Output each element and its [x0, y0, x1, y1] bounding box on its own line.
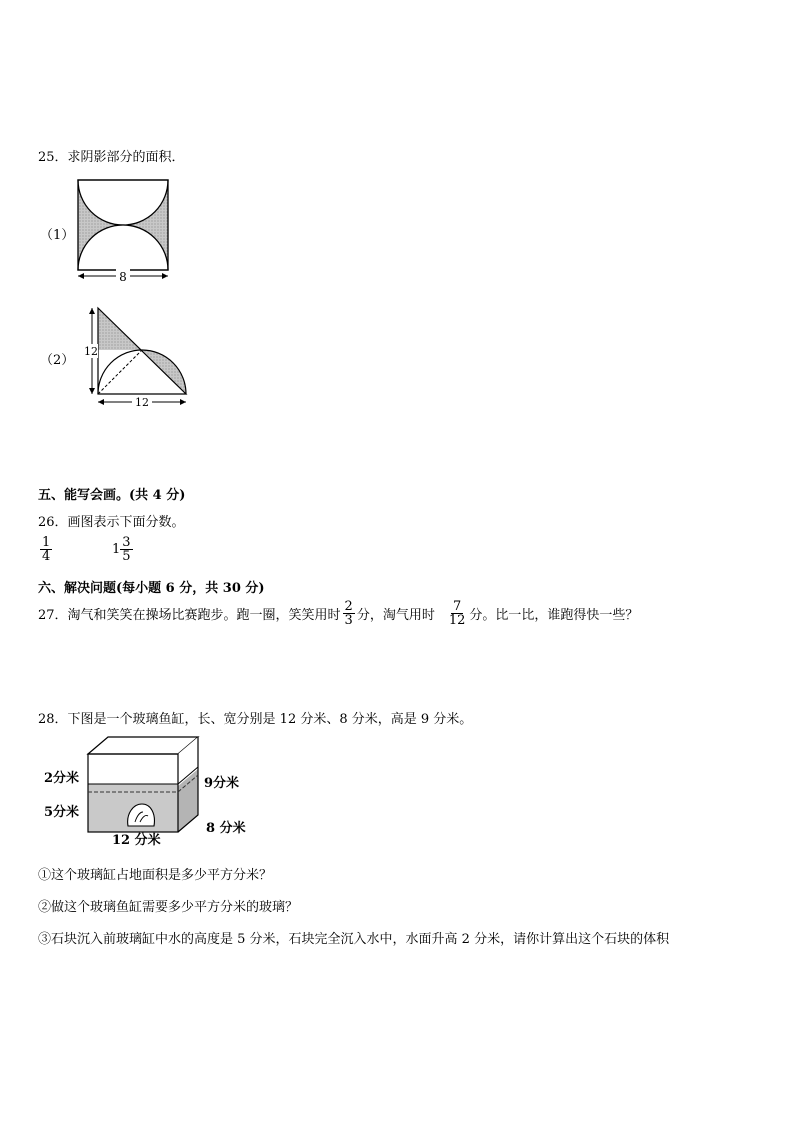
frac2-denominator: 5	[122, 549, 131, 564]
q27-frac2-numerator: 7	[452, 599, 462, 614]
q28-sub1: ①这个玻璃缸占地面积是多少平方分米？	[38, 868, 273, 883]
frac2-whole: 1	[112, 542, 121, 557]
q27-frac1-denominator: 3	[344, 613, 353, 628]
section6-title: 六、解决问题(每小题 6 分，共 30 分)	[38, 581, 265, 596]
shaded-figure-1	[70, 172, 180, 287]
q27-part1: 27．淘气和笑笑在操场比赛跑步。跑一圈，笑笑用时	[38, 608, 341, 623]
frac1-numerator: 1	[42, 535, 51, 550]
fig2-label: （2）	[40, 353, 75, 368]
q26-title: 26．画图表示下面分数。	[38, 515, 185, 530]
frac1-denominator: 4	[42, 549, 51, 564]
q28-title: 28．下图是一个玻璃鱼缸，长、宽分别是 12 分米、8 分米，高是 9 分米。	[38, 712, 473, 727]
q28-sub2: ②做这个玻璃鱼缸需要多少平方分米的玻璃？	[38, 900, 299, 915]
q28-sub3: ③石块沉入前玻璃缸中水的高度是 5 分米，石块完全沉入水中，水面升高 2 分米，请你计算出这个石块的体积	[38, 932, 670, 947]
fig1-width-label: 8	[119, 270, 127, 284]
q25-title: 25．求阴影部分的面积．	[38, 150, 185, 165]
section5-title: 五、能写会画。(共 4 分)	[38, 488, 186, 503]
frac2-numerator: 3	[122, 535, 131, 550]
label-2dm: 2分米	[44, 771, 80, 786]
fig1-label: （1）	[40, 228, 75, 243]
q27-frac1-numerator: 2	[344, 599, 353, 614]
q27-part2: 分，淘气用时	[356, 608, 435, 623]
q27-part3: 分。比一比，谁跑得快一些？	[469, 608, 639, 623]
fig2-width-label: 12	[135, 396, 149, 409]
q27-text	[38, 600, 638, 627]
label-9dm: 9分米	[204, 776, 240, 791]
fish-tank-figure	[40, 732, 260, 850]
fig2-height-label: 12	[84, 345, 98, 358]
label-8dm: 8 分米	[206, 821, 246, 836]
q26-fraction-1	[40, 536, 52, 563]
q27-frac2-denominator: 12	[448, 613, 466, 628]
label-5dm: 5分米	[44, 805, 80, 820]
q26-fraction-2	[112, 536, 133, 563]
label-12dm: 12 分米	[112, 833, 161, 848]
shaded-figure-2	[78, 302, 193, 410]
